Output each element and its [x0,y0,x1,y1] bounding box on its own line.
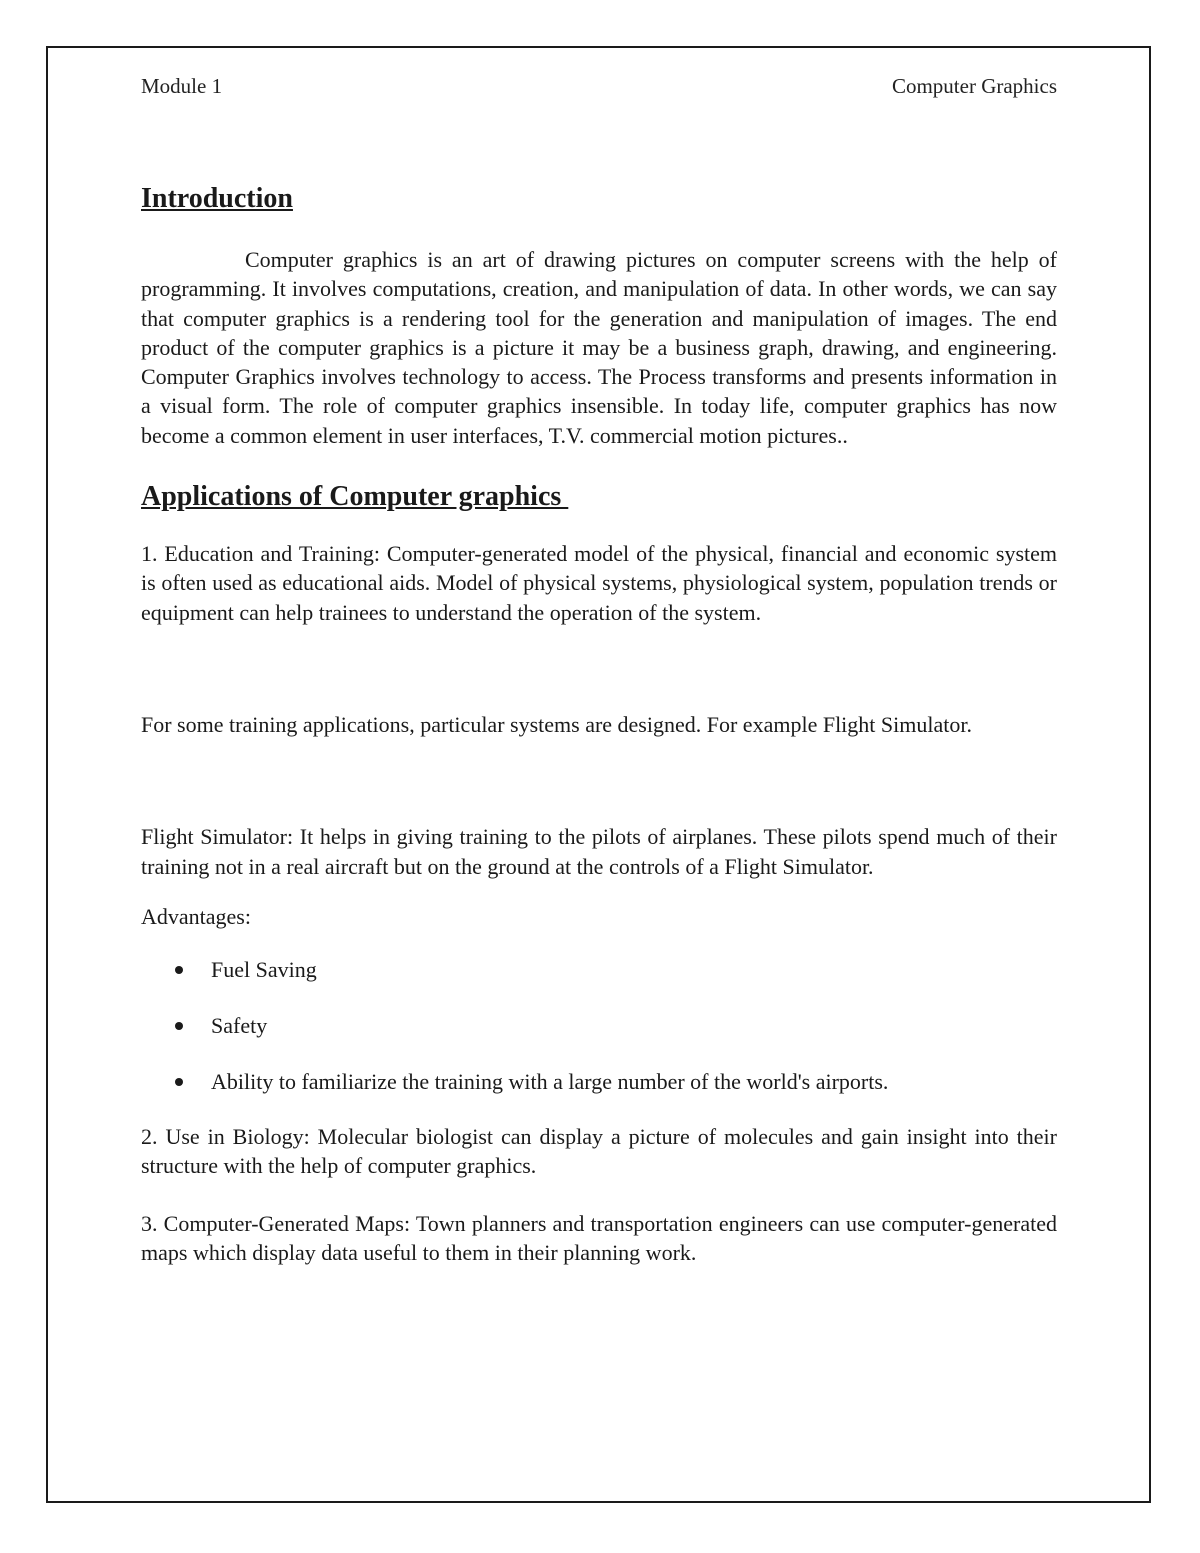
bullet-icon [175,966,183,974]
introduction-paragraph: Computer graphics is an art of drawing pictures on computer screens with the help of programming. It involves computations, creation, and manipulation of data. In other words, we can say that computer graphics is a rendering tool for the generation and manipulation of images. The end product of the computer graphics is a picture it may be a business graph, drawing, and engineering. Computer Graphics involves technology to access. The Process transforms and presents information in a visual form. The role of computer graphics insensible. In today life, computer graphics has now become a common element in user interfaces, T.V. commercial motion pictures.. [141,247,1057,448]
maps-paragraph: 3. Computer-Generated Maps: Town planners and transportation engineers can use computer-generated maps which display data useful to them in their planning work. [141,1210,1057,1266]
bullet-icon [175,1022,183,1030]
list-item [141,1011,1057,1040]
header-module: Module 1 [141,74,223,98]
biology-paragraph: 2. Use in Biology: Molecular biologist can display a picture of molecules and gain insight into their structure with the help of computer graphics. [141,1124,1057,1179]
bullet-icon [175,1078,183,1086]
list-item-text: Ability to familiarize the training with a large number of the world's airports. [211,1069,889,1095]
document-body [141,72,1057,1267]
introduction-heading: Introduction [141,183,293,214]
list-item-text: Fuel Saving [211,957,317,983]
flight-simulator-paragraph: Flight Simulator: It helps in giving training to the pilots of airplanes. These pilots spend much of their training not in a real aircraft but on the ground at the controls of a Flight Simulator. [141,824,1057,879]
advantages-label: Advantages: [141,903,251,929]
list-item [141,1067,1057,1096]
training-applications-paragraph: For some training applications, particular systems are designed. For example Flight Simulator. [141,711,972,737]
applications-heading: Applications of Computer graphics [141,481,569,513]
advantages-list [141,955,1057,1096]
header-subject: Computer Graphics [891,74,1057,98]
page-header [141,72,1057,100]
education-training-paragraph: 1. Education and Training: Computer-generated model of the physical, financial and economic system is often used as educational aids. Model of physical systems, physiological system, population trends or equipment can help trainees to understand the operation of the system. [141,541,1057,625]
list-item [141,955,1057,984]
list-item-text: Safety [211,1013,268,1039]
